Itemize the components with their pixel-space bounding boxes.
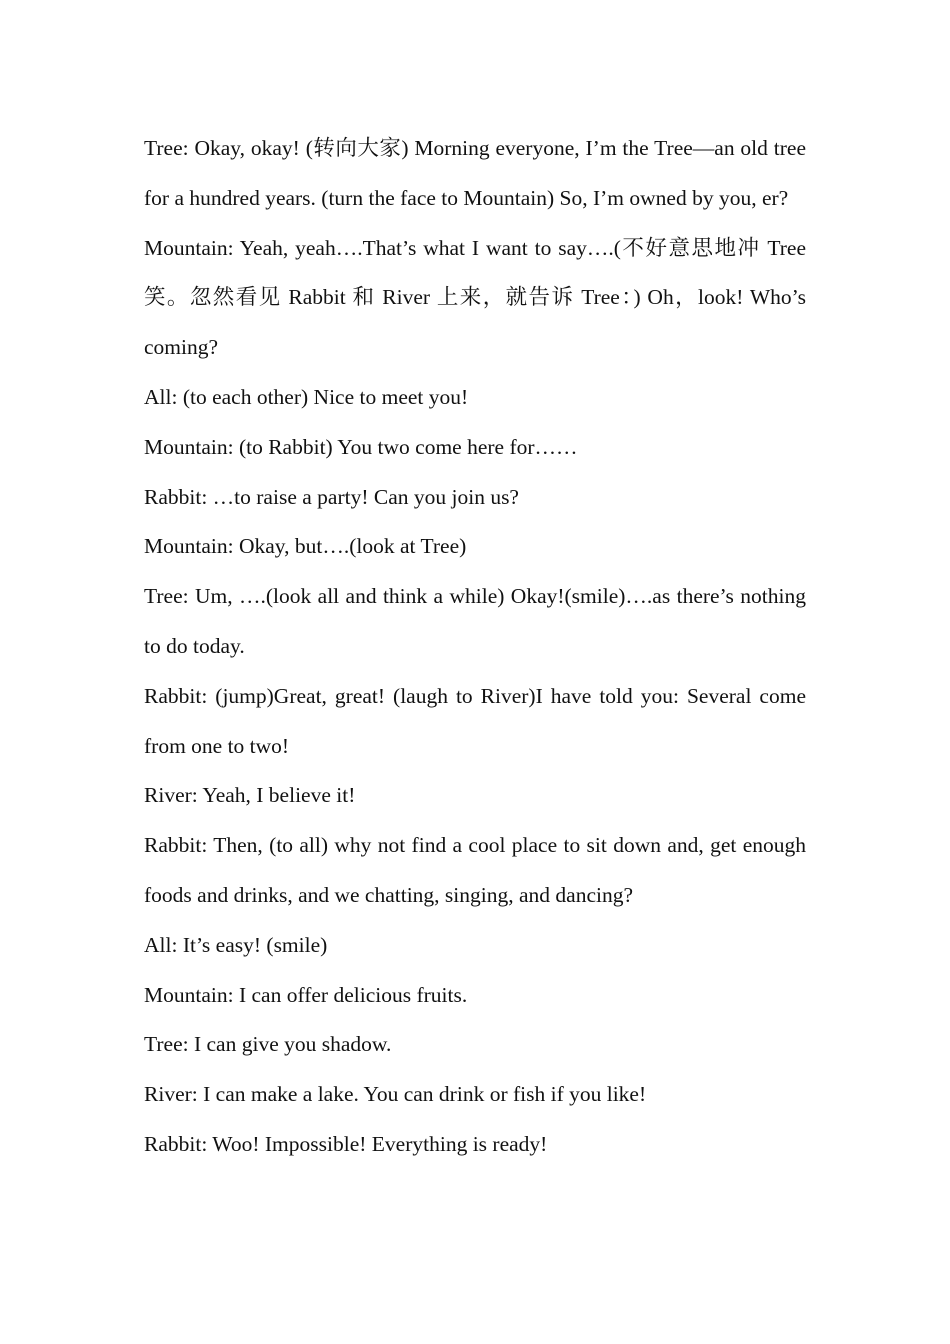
dialogue-line: Mountain: Yeah, yeah….That’s what I want to say….(不好意思地冲 Tree 笑。忽然看见 Rabbit 和 River 上来，就告诉 Tree：) Oh，look! Who’s coming? <box>144 235 806 360</box>
dialogue-line: Rabbit: (jump)Great, great! (laugh to River)I have told you: Several come from one to two! <box>144 683 806 758</box>
dialogue-line: All: (to each other) Nice to meet you! <box>144 384 469 409</box>
dialogue-line: River: Yeah, I believe it! <box>144 783 356 808</box>
dialogue-line: Mountain: Okay, but….(look at Tree) <box>144 534 467 559</box>
dialogue-line: All: It’s easy! (smile) <box>144 932 328 957</box>
dialogue-line: Tree: Um, ….(look all and think a while) Okay!(smile)….as there’s nothing to do today. <box>144 584 806 658</box>
dialogue-line: River: I can make a lake. You can drink or fish if you like! <box>144 1082 647 1107</box>
dialogue-line: Rabbit: Then, (to all) why not find a cool place to sit down and, get enough foods and drinks, and we chatting, singing, and dancing? <box>144 833 806 907</box>
dialogue-line: Tree: Okay, okay! (转向大家) Morning everyone, I’m the Tree—an old tree for a hundred years. (turn the face to Mountain) So, I’m owned by you, er? <box>144 136 806 210</box>
dialogue-line: Tree: I can give you shadow. <box>144 1032 392 1057</box>
dialogue-line: Mountain: I can offer delicious fruits. <box>144 982 468 1007</box>
document-page <box>144 124 806 1170</box>
dialogue-line: Rabbit: …to raise a party! Can you join us? <box>144 484 519 509</box>
dialogue-line: Mountain: (to Rabbit) You two come here for…… <box>144 434 578 459</box>
dialogue-line: Rabbit: Woo! Impossible! Everything is ready! <box>144 1131 548 1156</box>
